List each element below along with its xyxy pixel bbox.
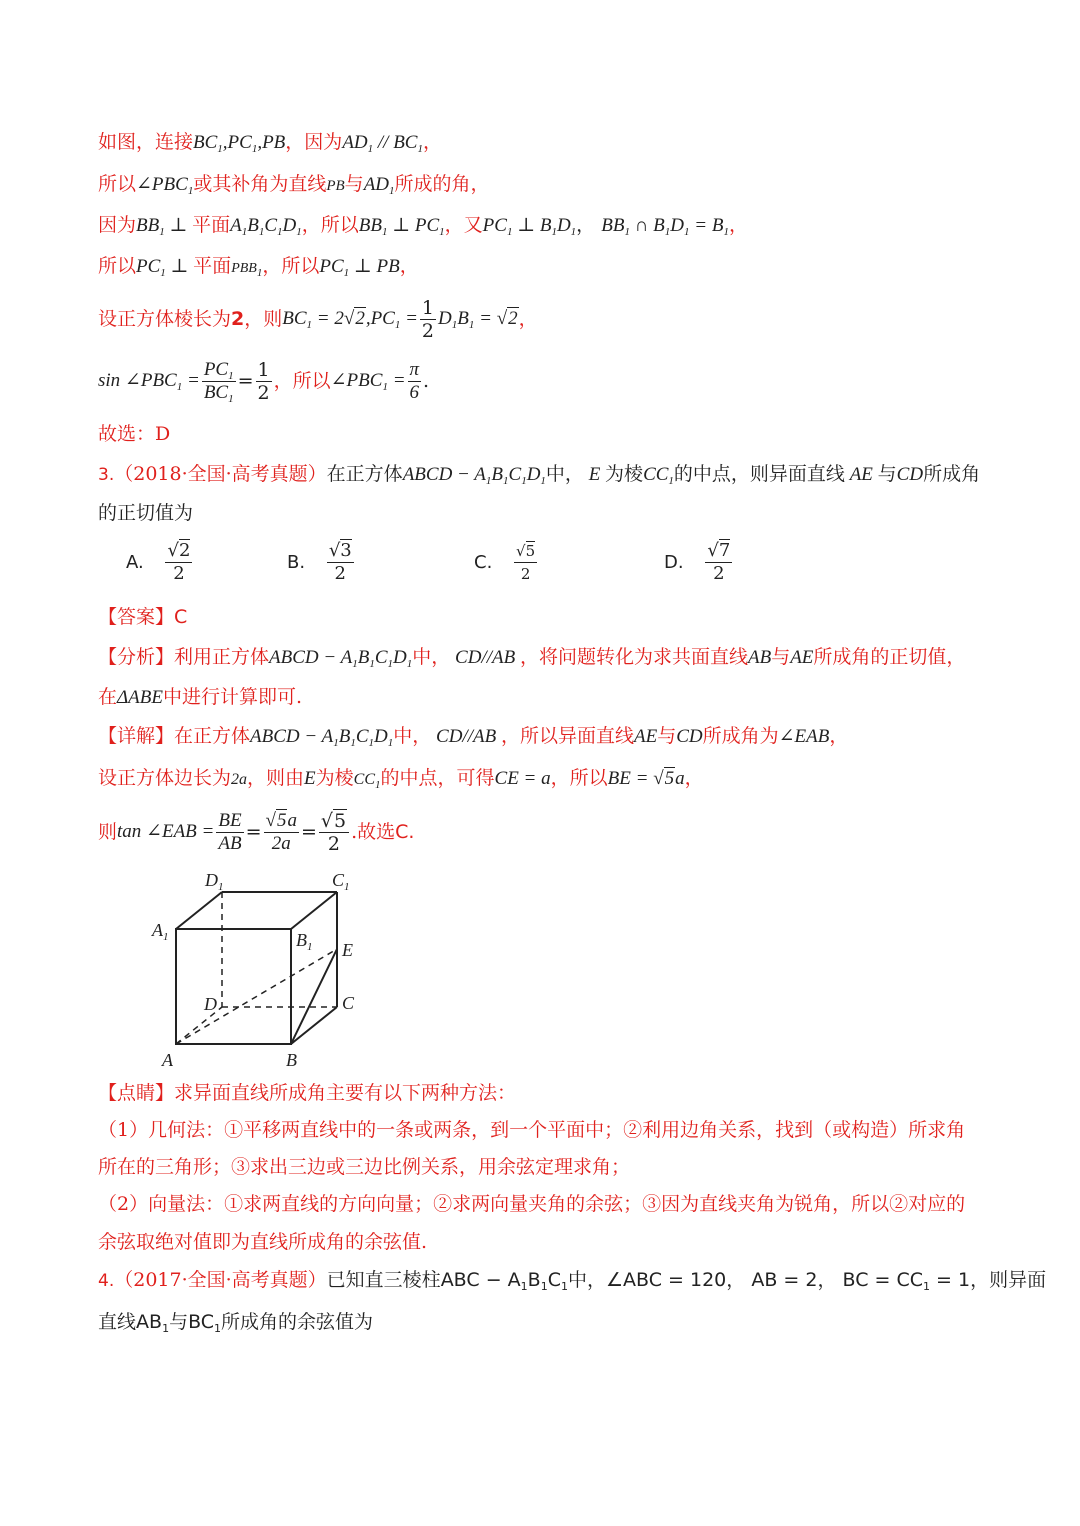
text: 在正方体 (326, 463, 403, 485)
text: 因为 (98, 214, 137, 236)
text: 中， (412, 646, 451, 668)
text: ，所以异面直线 (500, 725, 634, 747)
text: ，因为 (285, 131, 343, 153)
option-label: B. (287, 552, 306, 573)
option-label: A. (126, 552, 144, 573)
comment-tag: 【点睛】 (98, 1082, 175, 1104)
text: 在正方体 (174, 725, 251, 747)
label-b1: $B_1$ (296, 930, 313, 953)
text: ， (422, 131, 442, 153)
text: 平面 (192, 214, 231, 236)
text: 已知直三棱柱 (326, 1269, 441, 1291)
option-label: C. (474, 552, 493, 573)
detail-line-1: 【详解】在正方体ABCD − $A_1B_1C_1D_1$中， CD//AB ，所以异面直线AE与CD所成角为∠EAB， (98, 725, 849, 749)
text: 求异面直线所成角主要有以下两种方法： (174, 1082, 517, 1104)
text: 为棱 (315, 767, 354, 789)
comment-line-1 (98, 1080, 516, 1106)
label-e: E (342, 940, 353, 960)
text: ，将问题转化为求共面直线 (519, 646, 748, 668)
edge-b1-c1 (291, 892, 337, 929)
answer-choice-line: 故选：D (98, 423, 171, 445)
text: 为棱 (605, 463, 644, 485)
text: 所成的角， (394, 173, 490, 195)
option-c[interactable]: C. $\frac{√5}{2}$ (474, 542, 536, 583)
text: 或其补角为直线 (193, 173, 327, 195)
comment-line-2: （1）几何法：①平移两直线中的一条或两条，到一个平面中；②利用边角关系，找到（或构造）所求角 (98, 1119, 966, 1141)
text: 所成角的正切值， (813, 646, 966, 668)
text: ， (399, 255, 419, 277)
detail-line-2: 设正方体边长为2a，则由E为棱$CC_1$的中点，可得CE = a，所以BE = √5a， (98, 767, 704, 791)
question-number: 4. (98, 1271, 115, 1291)
text: ，所以 (301, 214, 359, 236)
text: 利用正方体 (174, 646, 270, 668)
solution-line-5: 设正方体棱长为 2 ，则 $BC_1 = 2√2,PC_1$ = $\frac{1}{2}$ $D_1B_1 = √2$ ， (98, 296, 538, 342)
text: 则 (98, 821, 118, 843)
text: ，所以 (262, 255, 320, 277)
text: 的中点，则异面直线 (673, 463, 845, 485)
option-a[interactable]: A. $\frac{√2}{2}$ (126, 540, 191, 584)
text: 与 (344, 173, 364, 195)
edge-a1-d1 (176, 892, 222, 929)
text: 设正方体棱长为 (98, 308, 232, 330)
option-radicand: 5 (525, 542, 536, 560)
text: 在 (98, 686, 118, 708)
question-4-line-2: 直线$AB_1$与$BC_1$所成角的余弦值为 (98, 1311, 374, 1335)
solution-line-2: 所以$\angle PBC_1$或其补角为直线PB与$AD_1$所成的角， (98, 173, 490, 197)
edge-b-c (291, 1007, 337, 1044)
text: 与 (771, 646, 791, 668)
text: 所成角为 (702, 725, 779, 747)
comment-line-4: （2）向量法：①求两直线的方向向量；②求两向量夹角的余弦；③因为直线夹角为锐角，所以②对应的 (98, 1193, 966, 1215)
question-source: （2017·全国·高考真题） (114, 1269, 327, 1291)
text: ，则由 (247, 767, 305, 789)
text: ，所以 (550, 767, 608, 789)
question-3-line-1: 3.（2018·全国·高考真题）在正方体ABCD − $A_1B_1C_1D_1$中， E 为棱$CC_1$的中点，则异面直线 AE 与CD所成角 (98, 463, 981, 487)
question-number: 3. (98, 465, 115, 485)
text: ，所以 (273, 370, 331, 392)
text: 所以 (98, 255, 137, 277)
question-source: （2018·全国·高考真题） (114, 463, 327, 485)
analysis-line-1: 【分析】利用正方体ABCD − $A_1B_1C_1D_1$中， CD//AB ，将问题转化为求共面直线AB与AE所成角的正切值， (98, 646, 966, 670)
detail-tag: 【详解】 (98, 725, 175, 747)
text: 所成角 (923, 463, 981, 485)
text: . (423, 370, 430, 392)
text: 与 (657, 725, 677, 747)
analysis-tag: 【分析】 (98, 646, 175, 668)
option-d[interactable]: D. $\frac{√7}{2}$ (664, 540, 731, 584)
label-c1: $C_1$ (332, 870, 350, 893)
text: C. (395, 821, 415, 843)
detail-line-3: 则 tan ∠EAB = $\frac{BE}{AB}$ = $\frac{√5a}{2a}$ = $\frac{√5}{2}$ .故选 C. (98, 809, 415, 855)
label-c: C (342, 993, 355, 1013)
option-radicand: 7 (718, 540, 731, 561)
label-a: A (162, 1050, 173, 1070)
text: 中， (393, 725, 432, 747)
text: 所以 (98, 173, 137, 195)
text: 如图，连接 (98, 131, 194, 153)
label-d: D (204, 994, 217, 1014)
text: 平面 (193, 255, 232, 277)
answer-value: C (174, 606, 188, 628)
solution-line-3: 因为$BB_1$ ⊥ 平面$A_1B_1C_1D_1$，所以$BB_1$ ⊥ $PC_1$，又$PC_1$ ⊥ $B_1D_1$， $BB_1$ ∩ $B_1D_1 = B_1$， (98, 214, 748, 238)
text: ，则异面 (970, 1269, 1047, 1291)
comment-line-5: 余弦取绝对值即为直线所成角的余弦值. (98, 1231, 428, 1253)
text: ， (817, 1269, 837, 1291)
text: ， (728, 214, 748, 236)
analysis-line-2: 在ΔABE中进行计算即可. (98, 686, 303, 708)
solution-line-4: 所以$PC_1$ ⊥ 平面$PBB_1$，所以$PC_1$ ⊥ PB， (98, 255, 419, 279)
text: ， (518, 308, 538, 330)
label-d1: $D_1$ (205, 870, 224, 893)
text: 与 (169, 1311, 189, 1333)
solution-line-1: 如图，连接$BC_1,PC_1,PB$，因为$AD_1 // BC_1$， (98, 131, 442, 155)
hidden-segment-a-e (176, 949, 337, 1044)
question-3-line-2: 的正切值为 (98, 502, 194, 524)
text: 与 (877, 463, 897, 485)
label-b: B (286, 1050, 297, 1070)
text: 直线 (98, 1311, 137, 1333)
option-radicand: 3 (340, 540, 352, 561)
question-4-line-1: 4.（2017·全国·高考真题）已知直三棱柱ABC − $A_1B_1C_1$中，∠ABC = 120， AB = 2， BC = $CC_1 = 1$，则异面 (98, 1269, 1047, 1293)
text: 中进行计算即可. (163, 686, 303, 708)
text: 的中点，可得 (380, 767, 495, 789)
text: 2 (231, 308, 245, 330)
text: ， (829, 725, 849, 747)
text: ，又 (444, 214, 483, 236)
text: 中， (545, 463, 584, 485)
text: 设正方体边长为 (98, 767, 232, 789)
comment-line-3: 所在的三角形；③求出三边或三边比例关系，用余弦定理求角； (98, 1156, 631, 1178)
text: ， (726, 1269, 746, 1291)
text: 所成角的余弦值为 (221, 1311, 374, 1333)
text: 中， (567, 1269, 606, 1291)
cube-diagram (140, 864, 380, 1074)
text: .故选 (351, 821, 396, 843)
text: ，则 (244, 308, 283, 330)
option-b[interactable]: B. $\frac{√3}{2}$ (287, 540, 352, 584)
label-a1: $A_1$ (152, 920, 169, 943)
option-radicand: 2 (178, 540, 191, 561)
option-label: D. (664, 552, 684, 573)
text: ， (684, 767, 704, 789)
answer-tag: 【答案】 (98, 606, 175, 628)
answer-line (98, 604, 187, 630)
solution-line-6: $\sin \angle PBC_1$ = $\frac{PC_1}{BC_1}$ = $\frac{1}{2}$ ，所以 $\angle PBC_1$ = $\frac{\pi}{6}$ . (98, 358, 430, 405)
